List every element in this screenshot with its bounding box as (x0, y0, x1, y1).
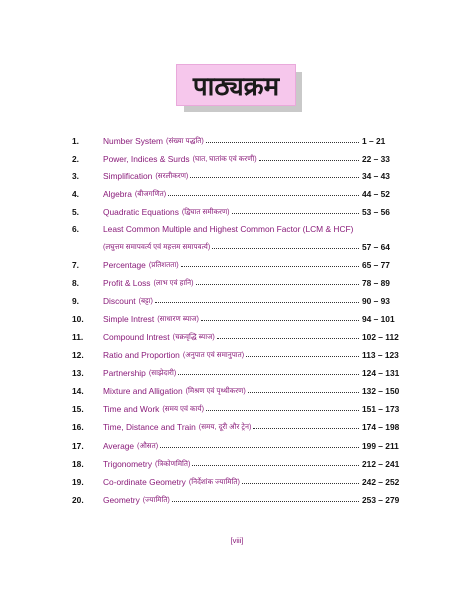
toc-title-english: Algebra (103, 189, 132, 199)
dot-leader (181, 266, 359, 267)
toc-row (0, 150, 474, 168)
toc-number: 14. (72, 386, 84, 396)
toc-title-hindi: (अनुपात एवं समानुपात) (182, 350, 245, 359)
toc-number: 11. (72, 332, 84, 342)
toc-row (0, 220, 474, 238)
toc-row (0, 167, 474, 185)
toc-title-english: Ratio and Proportion (103, 350, 180, 360)
dot-leader (206, 142, 359, 143)
toc-row (0, 400, 474, 418)
toc-title-english: Quadratic Equations (103, 207, 179, 217)
toc-title-hindi: (निर्देशांक ज्यामिति) (188, 477, 240, 486)
toc-number: 12. (72, 350, 84, 360)
toc-title-english: Mixture and Alligation (103, 386, 183, 396)
toc-title-hindi: (प्रतिशतता) (148, 260, 179, 269)
toc-number: 1. (72, 136, 79, 146)
toc-title-english: Co-ordinate Geometry (103, 477, 186, 487)
toc-title-english: Simple Intrest (103, 314, 155, 324)
toc-entry (103, 404, 362, 414)
toc-page-range: 212 – 241 (362, 459, 400, 469)
dot-leader (160, 447, 359, 448)
toc-entry (103, 386, 362, 396)
toc-title-english: Percentage (103, 260, 146, 270)
toc-page-range: 124 – 131 (362, 368, 400, 378)
toc-page-range: 174 – 198 (362, 422, 400, 432)
toc-row (0, 382, 474, 400)
toc-row (0, 185, 474, 203)
toc-number: 10. (72, 314, 84, 324)
toc-title-english: Time, Distance and Train (103, 422, 196, 432)
toc-row (0, 132, 474, 150)
toc-title-hindi: (मिश्रण एवं पृथ्थीकरण) (185, 386, 246, 395)
toc-title-hindi: (बट्टा) (138, 296, 153, 305)
title-banner (176, 64, 306, 114)
dot-leader (259, 160, 359, 161)
toc-page-range: 53 – 56 (362, 207, 390, 217)
toc-entry (103, 189, 362, 199)
dot-leader (253, 428, 359, 429)
toc-entry (103, 459, 362, 469)
toc-row (0, 364, 474, 382)
toc-row (0, 203, 474, 221)
toc-page-range: 1 – 21 (362, 136, 386, 146)
toc-title-english: Number System (103, 136, 164, 146)
toc-title-english: Simplification (103, 171, 153, 181)
toc-title-hindi: (द्विघात समीकरण) (181, 207, 230, 216)
dot-leader (212, 248, 359, 249)
toc-entry (103, 495, 362, 505)
dot-leader (201, 320, 359, 321)
toc-number: 2. (72, 153, 79, 164)
toc-page-range: 102 – 112 (362, 332, 399, 342)
toc-page-range: 90 – 93 (362, 296, 390, 306)
toc-row (0, 491, 474, 509)
toc-number: 17. (72, 441, 84, 451)
toc-row (0, 418, 474, 436)
toc-page-range: 199 – 211 (362, 441, 399, 451)
toc-title-hindi: (लघुत्तम समापवर्त्य एवं महत्तम समापवर्त्य) (103, 242, 211, 251)
toc-entry (103, 332, 362, 342)
toc-entry (103, 296, 362, 306)
toc-page-range: 242 – 252 (362, 477, 400, 487)
toc-title-hindi: (औसत) (137, 441, 159, 450)
toc-row (0, 455, 474, 473)
toc-page-range: 113 – 123 (362, 350, 399, 360)
toc-entry (103, 278, 362, 288)
toc-entry (103, 368, 362, 378)
toc-page-range: 253 – 279 (362, 495, 400, 505)
toc-title-hindi: (बीजगणित) (134, 189, 167, 198)
dot-leader (172, 501, 359, 502)
toc-number: 4. (72, 189, 79, 199)
toc-row (0, 346, 474, 364)
toc-title-hindi: (समय, दूरी और ट्रेन) (198, 422, 252, 431)
toc-title-hindi: (लाभ एवं हानि) (153, 278, 194, 287)
toc-entry (103, 314, 362, 324)
toc-row (0, 238, 474, 256)
toc-title-hindi: (ज्यामिति) (142, 495, 170, 504)
toc-row (0, 328, 474, 346)
toc-title-hindi: (त्रिकोणमिति) (155, 459, 191, 468)
toc-title-hindi: (सरलीकरण) (155, 171, 189, 180)
toc-title-hindi: (साझेदारी) (148, 368, 177, 377)
toc-title-hindi: (संख्या पद्धति) (166, 136, 204, 145)
toc-page-range: 34 – 43 (362, 171, 390, 181)
toc-number: 15. (72, 404, 84, 414)
toc-title-hindi: (साधारण ब्याज) (157, 314, 199, 323)
dot-leader (168, 195, 359, 196)
toc-title-hindi: (घात, घातांक एवं करणी) (192, 153, 257, 163)
toc-entry (103, 422, 362, 432)
toc-title-english: Partnership (103, 368, 146, 378)
toc-row (0, 310, 474, 328)
dot-leader (242, 483, 359, 484)
toc-entry (103, 171, 362, 181)
dot-leader (178, 374, 359, 375)
page-title: पाठ्यक्रम (176, 64, 296, 106)
dot-leader (196, 284, 359, 285)
toc-page-range: 57 – 64 (362, 242, 390, 252)
toc-entry (103, 477, 362, 487)
toc-page-range: 44 – 52 (362, 189, 390, 199)
toc-entry (103, 350, 362, 360)
toc-entry (103, 154, 362, 164)
toc-page-range: 78 – 89 (362, 278, 390, 288)
toc-title-english: Geometry (103, 495, 140, 505)
toc-row (0, 437, 474, 455)
toc-entry (103, 207, 362, 217)
toc-page-range: 94 – 101 (362, 314, 395, 324)
toc-title-english: Compound Intrest (103, 332, 170, 342)
dot-leader (217, 338, 359, 339)
dot-leader (232, 213, 359, 214)
toc-number: 8. (72, 278, 79, 288)
toc-number: 20. (72, 495, 84, 505)
toc-row (0, 473, 474, 491)
page-number: [viii] (230, 536, 244, 545)
toc-title-hindi: (समय एवं कार्य) (162, 404, 204, 413)
toc-number: 16. (72, 422, 84, 432)
toc-title-english: Average (103, 441, 135, 451)
toc-title-hindi: (चक्रवृद्धि ब्याज) (172, 332, 215, 341)
toc-title-english: Discount (103, 296, 136, 306)
dot-leader (192, 465, 359, 466)
toc-title-english: Trigonometry (103, 459, 153, 469)
toc-page-range: 22 – 33 (362, 153, 390, 164)
toc-title-english: Least Common Multiple and Highest Common Factor (LCM & HCF) (103, 224, 354, 234)
toc-number: 19. (72, 477, 84, 487)
toc-row (0, 256, 474, 274)
toc-page-range: 151 – 173 (362, 404, 400, 414)
toc-number: 18. (72, 459, 84, 469)
toc-entry (103, 242, 362, 252)
toc-entry (103, 260, 362, 270)
toc-number: 5. (72, 207, 79, 217)
toc-number: 3. (72, 171, 79, 181)
toc-page-range: 132 – 150 (362, 386, 400, 396)
toc-row (0, 292, 474, 310)
dot-leader (246, 356, 359, 357)
dot-leader (206, 410, 359, 411)
dot-leader (248, 392, 359, 393)
toc-entry (103, 224, 424, 234)
toc-number: 9. (72, 296, 79, 306)
dot-leader (190, 177, 359, 178)
toc-title-english: Power, Indices & Surds (103, 153, 190, 164)
toc-page-range: 65 – 77 (362, 260, 390, 270)
toc-title-english: Time and Work (103, 404, 160, 414)
toc-number: 6. (72, 224, 79, 234)
dot-leader (155, 302, 359, 303)
toc-number: 13. (72, 368, 84, 378)
toc-number: 7. (72, 260, 79, 270)
toc-entry (103, 441, 362, 451)
toc-entry (103, 136, 362, 146)
toc-title-english: Profit & Loss (103, 278, 151, 288)
toc-row (0, 274, 474, 292)
